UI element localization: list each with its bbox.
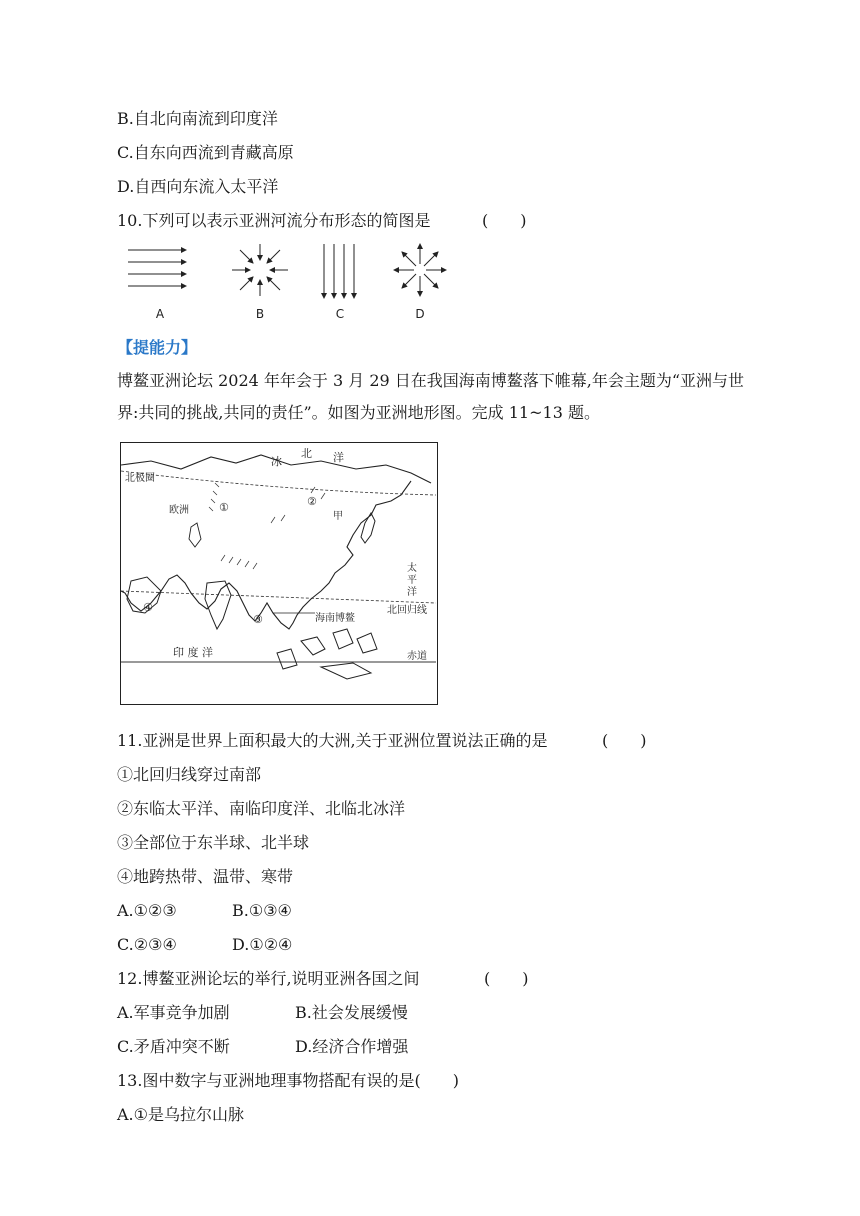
map-label-arctic-1: 北: [301, 447, 312, 460]
q11-option-a: A.①②③: [117, 901, 177, 920]
map-label-indian-ocean: 印 度 洋: [173, 646, 213, 659]
tropic-of-cancer-line: [121, 591, 436, 603]
q11-item-1: ①北回归线穿过南部: [117, 765, 262, 784]
central-asia-mountains-symbol: [271, 487, 325, 523]
q11-item-4: ④地跨热带、温带、寒带: [117, 867, 294, 886]
q11-stem: 11.亚洲是世界上面积最大的大洲,关于亚洲位置说法正确的是: [117, 731, 548, 750]
diagram-d: [394, 244, 446, 296]
diagram-b: [232, 244, 288, 296]
q11-item-3: ③全部位于东半球、北半球: [117, 833, 310, 852]
caspian-sea: [189, 523, 201, 547]
q12-stem: 12.博鳌亚洲论坛的举行,说明亚洲各国之间: [117, 969, 420, 988]
diagram-label-a: A: [155, 307, 165, 321]
q10-blank: ( ): [482, 211, 527, 230]
q12-option-c: C.矛盾冲突不断: [117, 1037, 230, 1056]
q9-option-d: D.自西向东流入太平洋: [117, 177, 279, 196]
map-label-arctic-2: 冰: [271, 455, 282, 468]
asia-terrain-map: [120, 442, 438, 705]
map-label-tropic: 北回归线: [387, 605, 427, 616]
diagram-label-c: C: [335, 307, 345, 321]
passage-line-2: 界:共同的挑战,共同的责任”。如图为亚洲地形图。完成 11~13 题。: [117, 403, 600, 422]
map-label-hainan-boao: 海南博鳌: [315, 613, 355, 624]
diagram-a: [128, 250, 186, 286]
q12-option-a: A.军事竞争加剧: [117, 1003, 230, 1022]
map-label-marker-1: ①: [219, 501, 229, 514]
map-label-jia: 甲: [333, 511, 343, 522]
ural-mountains-symbol: [209, 483, 219, 511]
q11-option-d: D.①②④: [232, 935, 293, 954]
q11-option-c: C.②③④: [117, 935, 177, 954]
map-label-europe: 欧洲: [169, 505, 189, 516]
q11-option-b: B.①③④: [232, 901, 292, 920]
diagram-c: [324, 244, 354, 298]
diagram-label-d: D: [415, 307, 425, 321]
q10-stem: 10.下列可以表示亚洲河流分布形态的简图是: [117, 211, 431, 230]
asia-coastline: [121, 455, 431, 629]
river-pattern-diagrams: [120, 240, 460, 324]
asia-map-svg: [121, 443, 436, 703]
map-label-pacific-2: 平: [407, 575, 417, 586]
section-heading: 【提能力】: [117, 338, 198, 357]
q11-blank: ( ): [602, 731, 647, 750]
map-label-marker-4: ④: [143, 601, 153, 614]
map-label-equator: 赤道: [407, 651, 427, 662]
q9-option-b: B.自北向南流到印度洋: [117, 109, 278, 128]
q12-blank: ( ): [484, 969, 529, 988]
map-label-pacific-1: 太: [407, 563, 417, 574]
himalaya-mountains-symbol: [221, 555, 257, 569]
diagram-label-b: B: [255, 307, 265, 321]
q13-stem: 13.图中数字与亚洲地理事物搭配有误的是( ): [117, 1071, 459, 1090]
q11-item-2: ②东临太平洋、南临印度洋、北临北冰洋: [117, 799, 406, 818]
map-label-marker-3: ③: [253, 613, 263, 626]
japan-islands: [361, 513, 375, 543]
q9-option-c: C.自东向西流到青藏高原: [117, 143, 294, 162]
q12-option-d: D.经济合作增强: [295, 1037, 409, 1056]
map-label-arctic-3: 洋: [333, 451, 344, 464]
map-label-marker-2: ②: [307, 495, 317, 508]
q12-option-b: B.社会发展缓慢: [295, 1003, 408, 1022]
indian-subcontinent: [205, 581, 231, 629]
passage-line-1: 博鳌亚洲论坛 2024 年年会于 3 月 29 日在我国海南博鳌落下帷幕,年会主题为“亚洲与世: [117, 371, 745, 390]
map-label-pacific-3: 洋: [407, 587, 417, 598]
southeast-asia-islands: [277, 629, 377, 679]
q13-option-a: A.①是乌拉尔山脉: [117, 1105, 244, 1124]
arctic-circle-line: [121, 471, 436, 495]
map-label-arctic-circle: 北极圈: [125, 473, 155, 484]
